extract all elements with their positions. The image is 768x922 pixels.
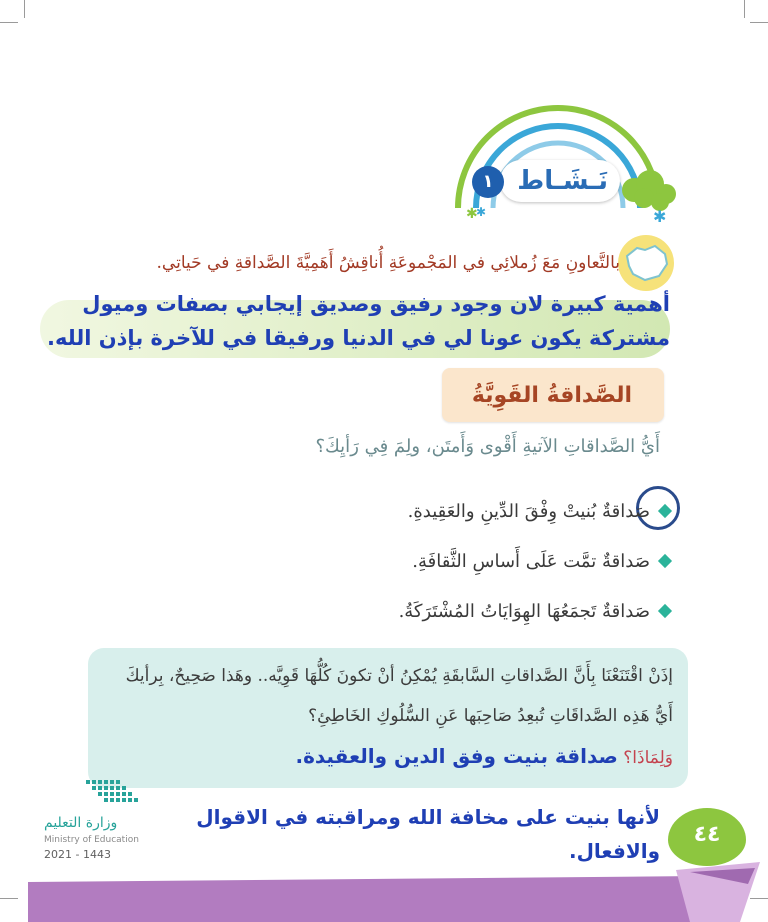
conclusion-text: إذَنْ اقْتَنَعْنَا بِأَنَّ الصَّداقاتِ السَّابقَةِ يُمْكِنُ أنْ تكونَ كُلُّهَا قَوِيَّه.. وهَذا صَحِيحٌ، بِرأيكَ أَيُّ هَذِه الصَّداقَاتِ تُبعِدُ صَاحِبَها عَنِ السُّلُوكِ الخَاطِئِ؟ [125,666,673,726]
saudi-map-icon [615,234,677,292]
conclusion-paragraph [108,656,673,778]
why-prompt: وَلِمَاذَا؟ [623,748,673,768]
handwritten-answer-3: لأنها بنيت على مخافة الله ومراقبته في الاقوال والافعال. [196,805,660,863]
ministry-name-en: Ministry of Education [44,835,139,845]
section-title: الصَّداقةُ القَوِيَّةُ [471,383,633,408]
diamond-bullet-icon [658,504,672,518]
option-item [250,486,670,536]
ministry-logo-icon [84,778,148,808]
crop-mark [750,22,768,23]
option-label: صَداقةٌ تمَّت عَلَى أَساسِ الثَّقافَةِ. [412,550,650,572]
crop-mark [744,0,745,18]
handwritten-answer-2: صداقة بنيت وفق الدين والعقيدة. [295,744,618,768]
ministry-name-ar: وزارة التعليم [44,815,118,831]
crop-mark [0,22,18,23]
crop-mark [24,0,25,18]
option-item [250,586,670,636]
option-label: صَداقةٌ تَجمَعُهَا الهِوَايَاتُ المُشْتَرَكَةُ. [398,600,650,622]
activity-title: نَـشَـاط [517,166,608,196]
diamond-bullet-icon [658,604,672,618]
page-footer-band [0,840,768,922]
svg-text:✱: ✱ [653,207,667,226]
svg-text:✱: ✱ [476,205,487,219]
option-label: صَداقةٌ بُنيتْ وِفْقَ الدِّينِ والعَقِيدةِ. [407,500,650,522]
option-item [250,536,670,586]
question-text: أَيُّ الصَّداقاتِ الآتيةِ أَقْوى وَأَمتَن، ولِمَ فِي رَأيِكَ؟ [315,436,660,457]
activity-instruction: بالتَّعاونِ مَعَ زُملائِي في المَجْموعَةِ أُناقِشُ أَهَمِيَّةَ الصَّداقةِ في حَياتِي. [156,253,620,273]
diamond-bullet-icon [658,554,672,568]
svg-text:✱: ✱ [466,206,478,222]
ministry-year: 2021 - 1443 [44,848,111,861]
options-list [250,486,670,636]
page-number: ٤٤ [693,822,721,847]
activity-number-badge: ١ [472,166,504,198]
handwritten-answer-1: أهمية كبيرة لان وجود رفيق وصديق إيجابي بصفات وميول مشتركة يكون عونا لي في الدنيا ورفيقا في للآخرة بإذن الله. [47,292,670,350]
